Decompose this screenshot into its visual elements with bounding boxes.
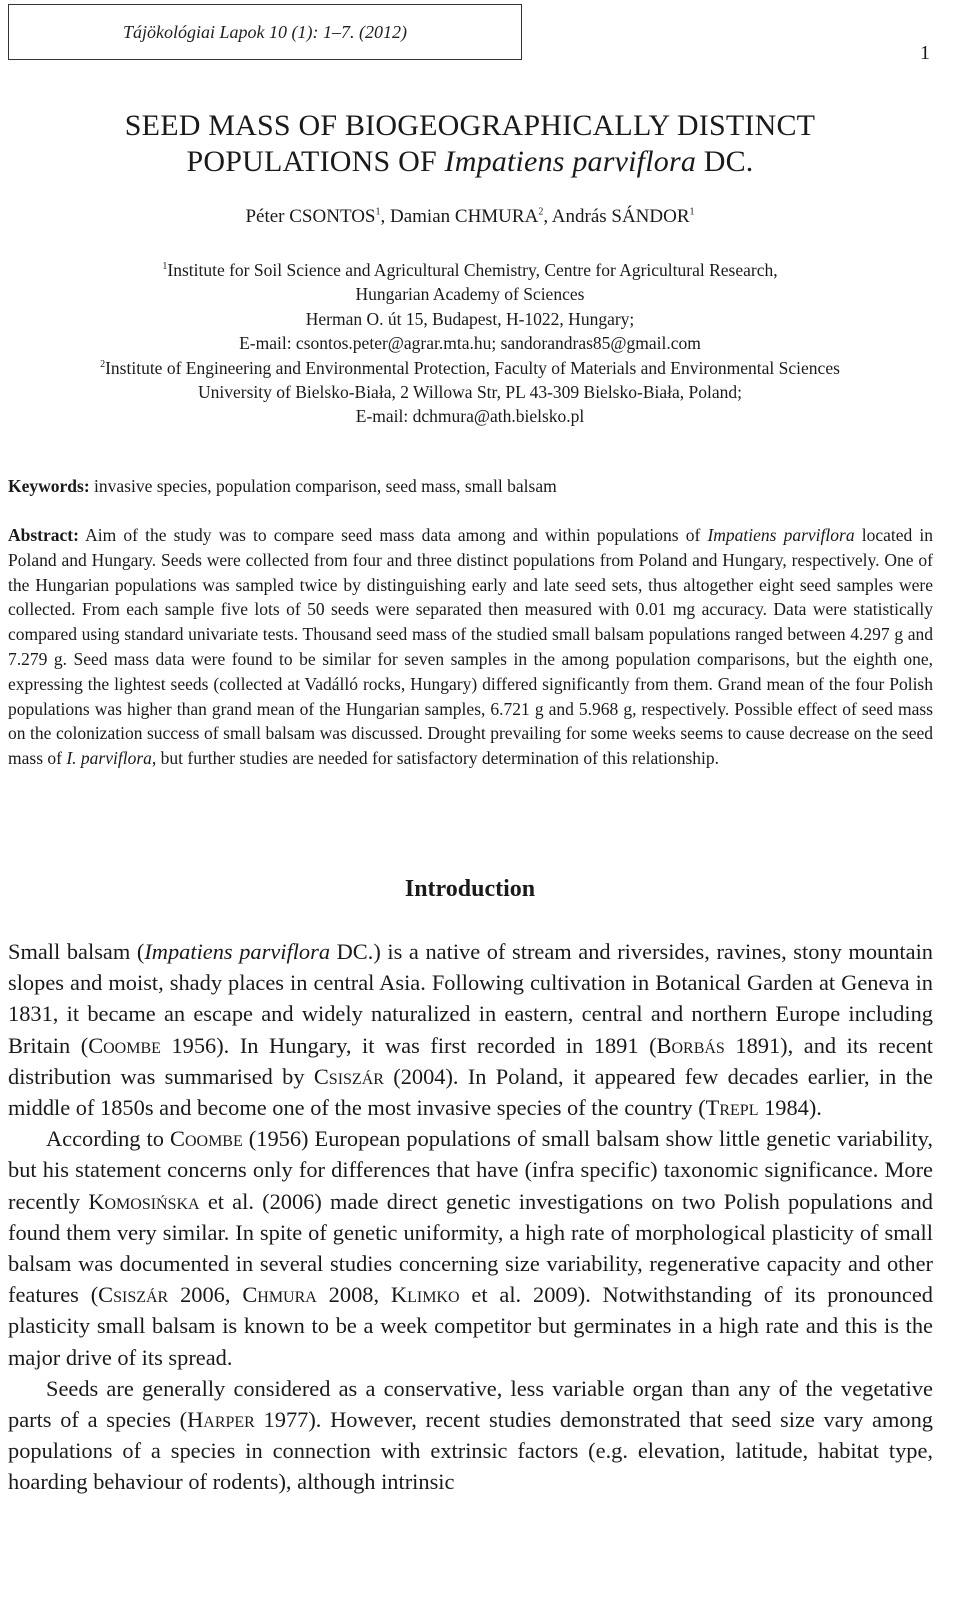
author-list	[0, 206, 940, 228]
citation-author: Coombe	[170, 1126, 243, 1152]
citation-author: Trepl	[705, 1095, 759, 1121]
journal-citation: Tájökológiai Lapok 10 (1): 1–7. (2012)	[123, 21, 407, 42]
intro-paragraph-2	[8, 1123, 933, 1373]
title-line-1: SEED MASS OF BIOGEOGRAPHICALLY DISTINCT	[124, 109, 816, 142]
affiliation-2-line-1	[0, 356, 940, 380]
title-species: Impatiens parviflora	[444, 145, 697, 178]
abstract-label: Abstract:	[8, 525, 79, 545]
affiliation-1-line-3: Herman O. út 15, Budapest, H-1022, Hungary;	[305, 308, 635, 329]
p2-text-a: According to	[46, 1126, 171, 1152]
p3-text-a: Seeds are generally considered as a conservative, less variable organ than any of the vegetative parts of a species (	[8, 1375, 933, 1433]
title-line-2-suffix: DC.	[696, 145, 754, 178]
affiliation-2-text: Institute of Engineering and Environmental Protection, Faculty of Materials and Environmental Sciences	[105, 357, 840, 378]
author-2-affiliation: 2	[538, 206, 544, 218]
author-2: Damian CHMURA	[390, 206, 539, 227]
citation-author: Csiszár	[98, 1282, 169, 1308]
journal-citation-box	[8, 4, 522, 60]
intro-paragraph-1	[8, 936, 933, 1123]
p3-text-b: 1977). However, recent studies demonstrated that seed size vary among populations of a species in connection with extrinsic factors (e.g. elevation, latitude, habitat type, hoarding behaviour of rodents), although intrinsic	[8, 1407, 933, 1495]
citation-author: Borbás	[656, 1032, 725, 1058]
p2-text-c: et al. (2006) made direct genetic investigations on two Polish populations and found them very similar. In spite of genetic uniformity, a high rate of morphological plasticity of small balsam was documented in several studies concerning size variability, regenerative capacity and other features (	[8, 1188, 933, 1308]
p1-species: Impatiens parviflora	[144, 939, 331, 964]
abstract-species: Impatiens parviflora	[707, 525, 855, 545]
keywords-text: invasive species, population comparison, seed mass, small balsam	[89, 476, 557, 496]
affiliation-2-marker: 2	[100, 358, 106, 370]
p2-text-b: (1956) European populations of small balsam show little genetic variability, but his statement concerns only for differences that have (infra specific) taxonomic significance. More recently	[8, 1126, 933, 1214]
abstract	[8, 523, 933, 771]
affiliation-2-line-2: University of Bielsko-Biała, 2 Willowa Str, PL 43-309 Bielsko-Biała, Poland;	[198, 382, 742, 403]
author-separator: ,	[543, 206, 552, 227]
citation-author: Coombe	[88, 1032, 161, 1058]
author-3-affiliation: 1	[689, 206, 695, 218]
p1-text-a: Small balsam (	[8, 939, 145, 964]
affiliation-1-marker: 1	[162, 261, 168, 273]
author-3: András SÁNDOR	[551, 206, 690, 227]
citation-author: Csiszár	[313, 1063, 384, 1089]
affiliations	[0, 258, 940, 429]
p2-text-e: 2008,	[316, 1282, 391, 1308]
intro-paragraph-3	[8, 1373, 933, 1498]
affiliation-2-email: E-mail: dchmura@ath.bielsko.pl	[355, 406, 585, 427]
affiliation-1-line-2: Hungarian Academy of Sciences	[355, 284, 585, 305]
section-heading-introduction: Introduction	[404, 876, 536, 902]
keywords	[8, 476, 933, 497]
p2-text-f: et al. 2009). Notwithstanding of its pronounced plasticity small balsam is known to be a week competitor but germinates in a high rate and this is the major drive of its spread.	[8, 1282, 934, 1370]
abstract-text-3: , but further studies are needed for satisfactory determination of this relationship.	[151, 748, 720, 769]
abstract-text-1: Aim of the study was to compare seed mass data among and within populations of	[78, 525, 708, 545]
author-1: Péter CSONTOS	[245, 206, 376, 227]
keywords-label: Keywords:	[8, 476, 90, 496]
paper-title	[0, 108, 940, 180]
p2-text-d: 2006,	[168, 1282, 243, 1308]
citation-author: Harper	[187, 1407, 255, 1433]
title-line-2	[0, 144, 940, 180]
affiliation-1-email: E-mail: csontos.peter@agrar.mta.hu; sandorandras85@gmail.com	[239, 333, 701, 354]
author-separator: ,	[380, 206, 390, 227]
citation-author: Klimko	[390, 1282, 460, 1308]
abstract-text-2: located in Poland and Hungary. Seeds were collected from four and three distinct populations from Poland and Hungary, respectively. One of the Hungarian populations was sampled twice by distinguishing early and late seed sets, thus altogether eight seed samples were collected. From each sample five lots of 50 seeds were separated then measured with 0.01 mg accuracy. Data were statistically compared using standard univariate tests. Thousand seed mass of the studied small balsam populations ranged between 4.297 g and 7.279 g. Seed mass data were found to be similar for seven samples in the among population comparisons, but the eighth one, expressing the lightest seeds (collected at Vadálló rocks, Hungary) differed significantly from them. Grand mean of the four Polish populations was higher than grand mean of the Hungarian samples, 6.721 g and 5.968 g, respectively. Possible effect of seed mass on the colonization success of small balsam was discussed. Drought prevailing for some weeks seems to cause decrease on the seed mass of	[8, 525, 934, 769]
p1-text-c: 1956). In Hungary, it was first recorded in 1891 (	[160, 1032, 657, 1058]
introduction-body	[8, 936, 933, 1498]
affiliation-1-text: Institute for Soil Science and Agricultural Chemistry, Centre for Agricultural Research,	[167, 260, 778, 280]
abstract-species-short: I. parviflora	[66, 748, 152, 769]
p1-text-f: 1984).	[758, 1095, 822, 1121]
citation-author: Komosińska	[88, 1188, 200, 1214]
author-1-affiliation: 1	[375, 206, 381, 218]
p1-text-d: 1891), and its recent distribution was summarised by	[8, 1032, 933, 1089]
p1-text-e: (2004). In Poland, it appeared few decades earlier, in the middle of 1850s and become one of the most invasive species of the country (	[8, 1063, 933, 1121]
p1-text-b: DC.) is a native of stream and riversides, ravines, stony mountain slopes and moist, shady places in central Asia. Following cultivation in Botanical Garden at Geneva in 1831, it became an escape and widely naturalized in eastern, central and northern Europe including Britain (	[8, 939, 933, 1058]
citation-author: Chmura	[242, 1282, 317, 1308]
page-number: 1	[920, 42, 930, 64]
affiliation-1-line-1	[0, 258, 940, 282]
title-line-2-prefix: POPULATIONS OF	[186, 145, 445, 178]
